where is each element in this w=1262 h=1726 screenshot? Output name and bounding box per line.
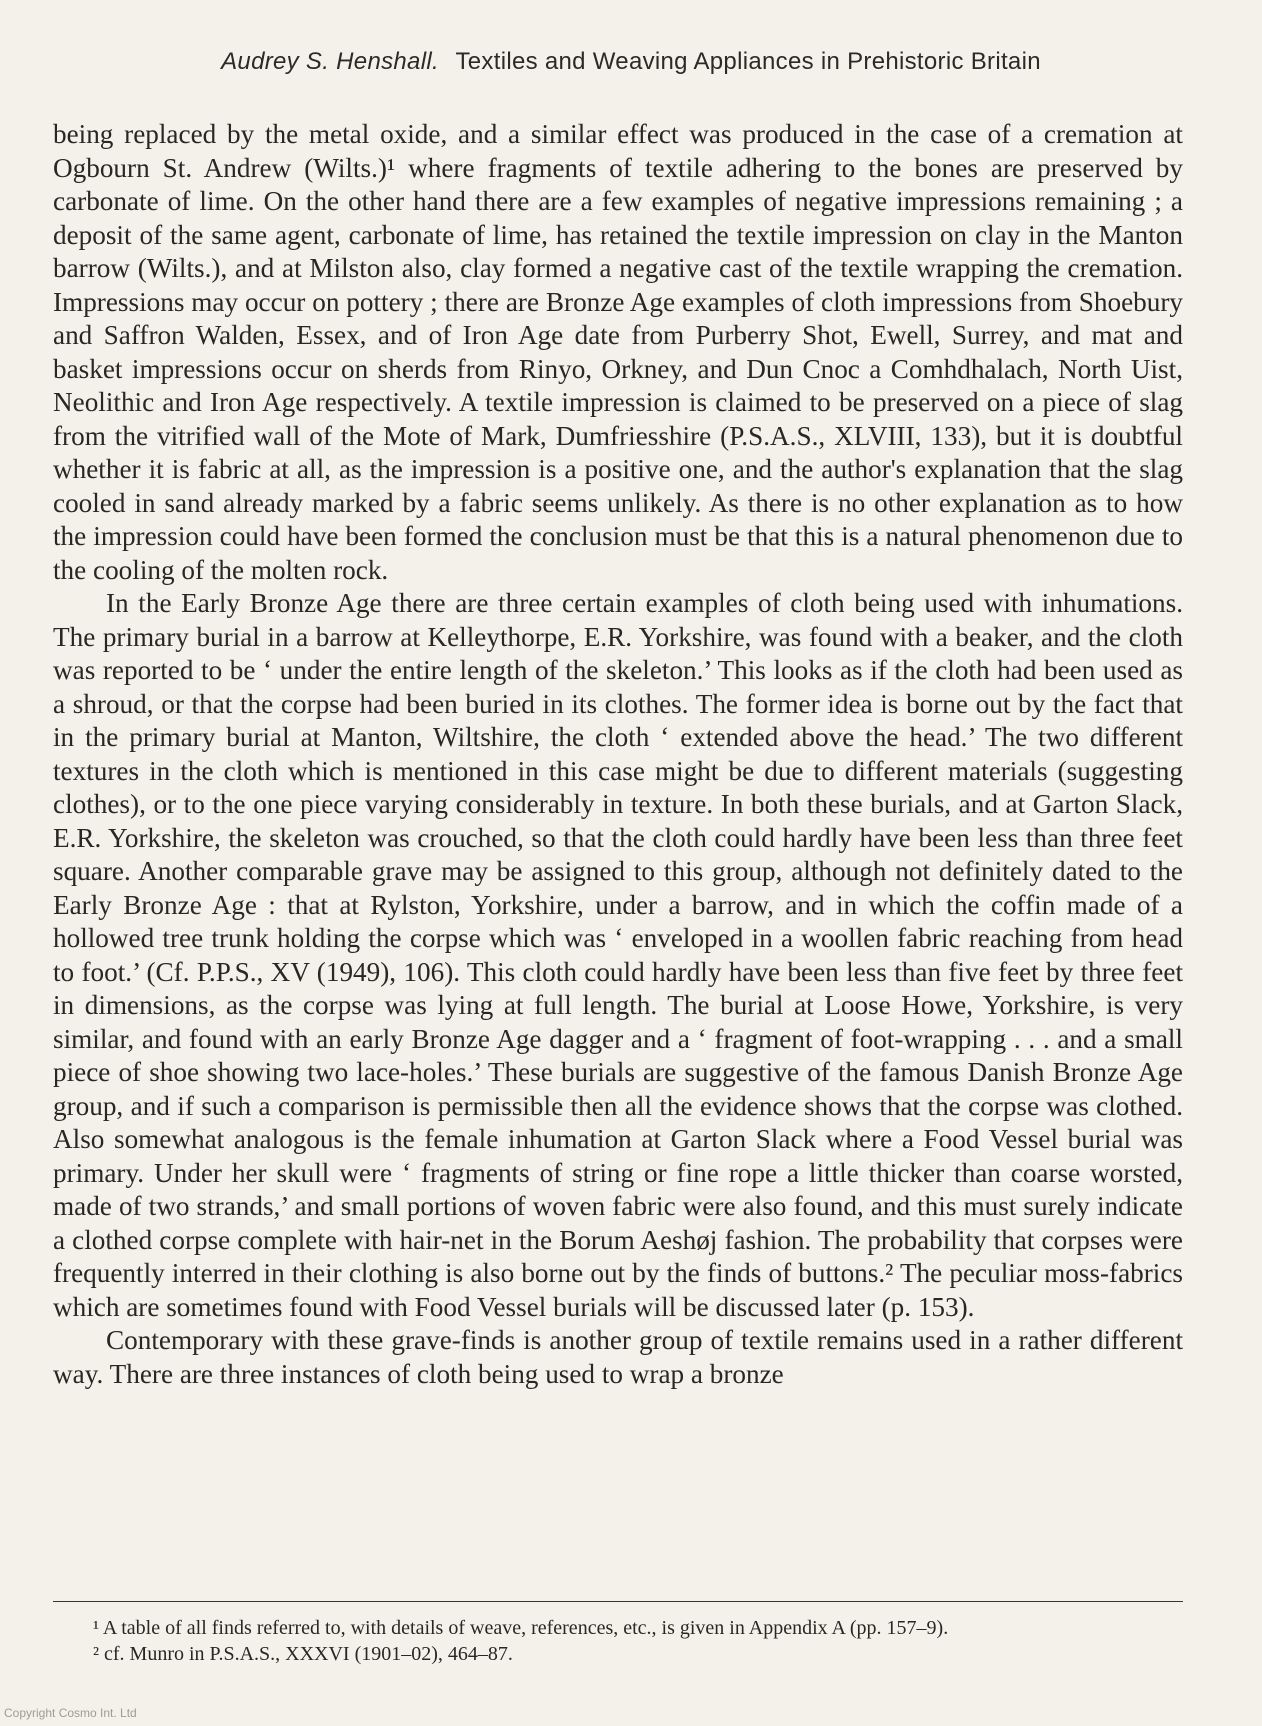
paragraph-1: being replaced by the metal oxide, and a similar effect was produced in the case of a cremation at Ogbourn St. Andrew (Wilts.)¹ where fragments of textile adhering to the bones are preserved by carbonate of lime. On the other hand there are a few examples of negative impressions remaining ; a deposit of the same agent, carbonate of lime, has retained the textile impression on clay in the Manton barrow (Wilts.), and at Milston also, clay formed a negative cast of the textile wrapping the cremation. Impressions may occur on pottery ; there are Bronze Age examples of cloth impressions from Shoebury and Saffron Walden, Essex, and of Iron Age date from Purberry Shot, Ewell, Surrey, and mat and basket impressions occur on sherds from Rinyo, Orkney, and Dun Cnoc a Comhdhalach, North Uist, Neolithic and Iron Age respectively. A textile impression is claimed to be preserved on a piece of slag from the vitrified wall of the Mote of Mark, Dumfriesshire (P.S.A.S., XLVIII, 133), but it is doubtful whether it is fabric at all, as the impression is a positive one, and the author's explanation that the slag cooled in sand already marked by a fabric seems unlikely. As there is no other explanation as to how the impression could have been formed the conclusion must be that this is a natural phenomenon due to the cooling of the molten rock. — [53, 119, 1183, 585]
header-title: Textiles and Weaving Appliances in Prehistoric Britain — [455, 48, 1041, 75]
footnotes — [53, 1615, 1183, 1667]
paragraph-2: In the Early Bronze Age there are three certain examples of cloth being used with inhumations. The primary burial in a barrow at Kelleythorpe, E.R. Yorkshire, was found with a beaker, and the cloth was reported to be ‘ under the entire length of the skeleton.’ This looks as if the cloth had been used as a shroud, or that the corpse had been buried in its clothes. The former idea is borne out by the fact that in the primary burial at Manton, Wiltshire, the cloth ‘ extended above the head.’ The two different textures in the cloth which is mentioned in this case might be due to different materials (suggesting clothes), or to the one piece varying considerably in texture. In both these burials, and at Garton Slack, E.R. Yorkshire, the skeleton was crouched, so that the cloth could hardly have been less than three feet square. Another comparable grave may be assigned to this group, although not definitely dated to the Early Bronze Age : that at Rylston, Yorkshire, under a barrow, and in which the coffin made of a hollowed tree trunk holding the corpse which was ‘ enveloped in a woollen fabric reaching from head to foot.’ (Cf. P.P.S., XV (1949), 106). This cloth could hardly have been less than five feet by three feet in dimensions, as the corpse was lying at full length. The burial at Loose Howe, Yorkshire, is very similar, and found with an early Bronze Age dagger and a ‘ fragment of foot-wrapping . . . and a small piece of shoe showing two lace-holes.’ These burials are suggestive of the famous Danish Bronze Age group, and if such a comparison is permissible then all the evidence shows that the corpse was clothed. Also somewhat analogous is the female inhumation at Garton Slack where a Food Vessel burial was primary. Under her skull were ‘ fragments of string or fine rope a little thicker than coarse worsted, made of two strands,’ and small portions of woven fabric were also found, and this must surely indicate a clothed corpse complete with hair-net in the Borum Aeshøj fashion. The probability that corpses were frequently interred in their clothing is also borne out by the finds of buttons.² The peculiar moss-fabrics which are sometimes found with Food Vessel burials will be discussed later (p. 153). — [53, 588, 1183, 1322]
footnote-rule — [53, 1601, 1183, 1602]
paragraph-3: Contemporary with these grave-finds is another group of textile remains used in a rather different way. There are three instances of cloth being used to wrap a bronze — [53, 1325, 1183, 1389]
running-head — [0, 48, 1262, 76]
copyright-watermark: Copyright Cosmo Int. Ltd — [4, 1706, 137, 1720]
body-text — [53, 118, 1183, 1391]
footnote-1: ¹ A table of all finds referred to, with details of weave, references, etc., is given in Appendix A (pp. 157–9). — [93, 1617, 949, 1639]
header-author: Audrey S. Henshall. — [221, 48, 439, 75]
footnote-2: ² cf. Munro in P.S.A.S., XXXVI (1901–02), 464–87. — [93, 1643, 513, 1665]
